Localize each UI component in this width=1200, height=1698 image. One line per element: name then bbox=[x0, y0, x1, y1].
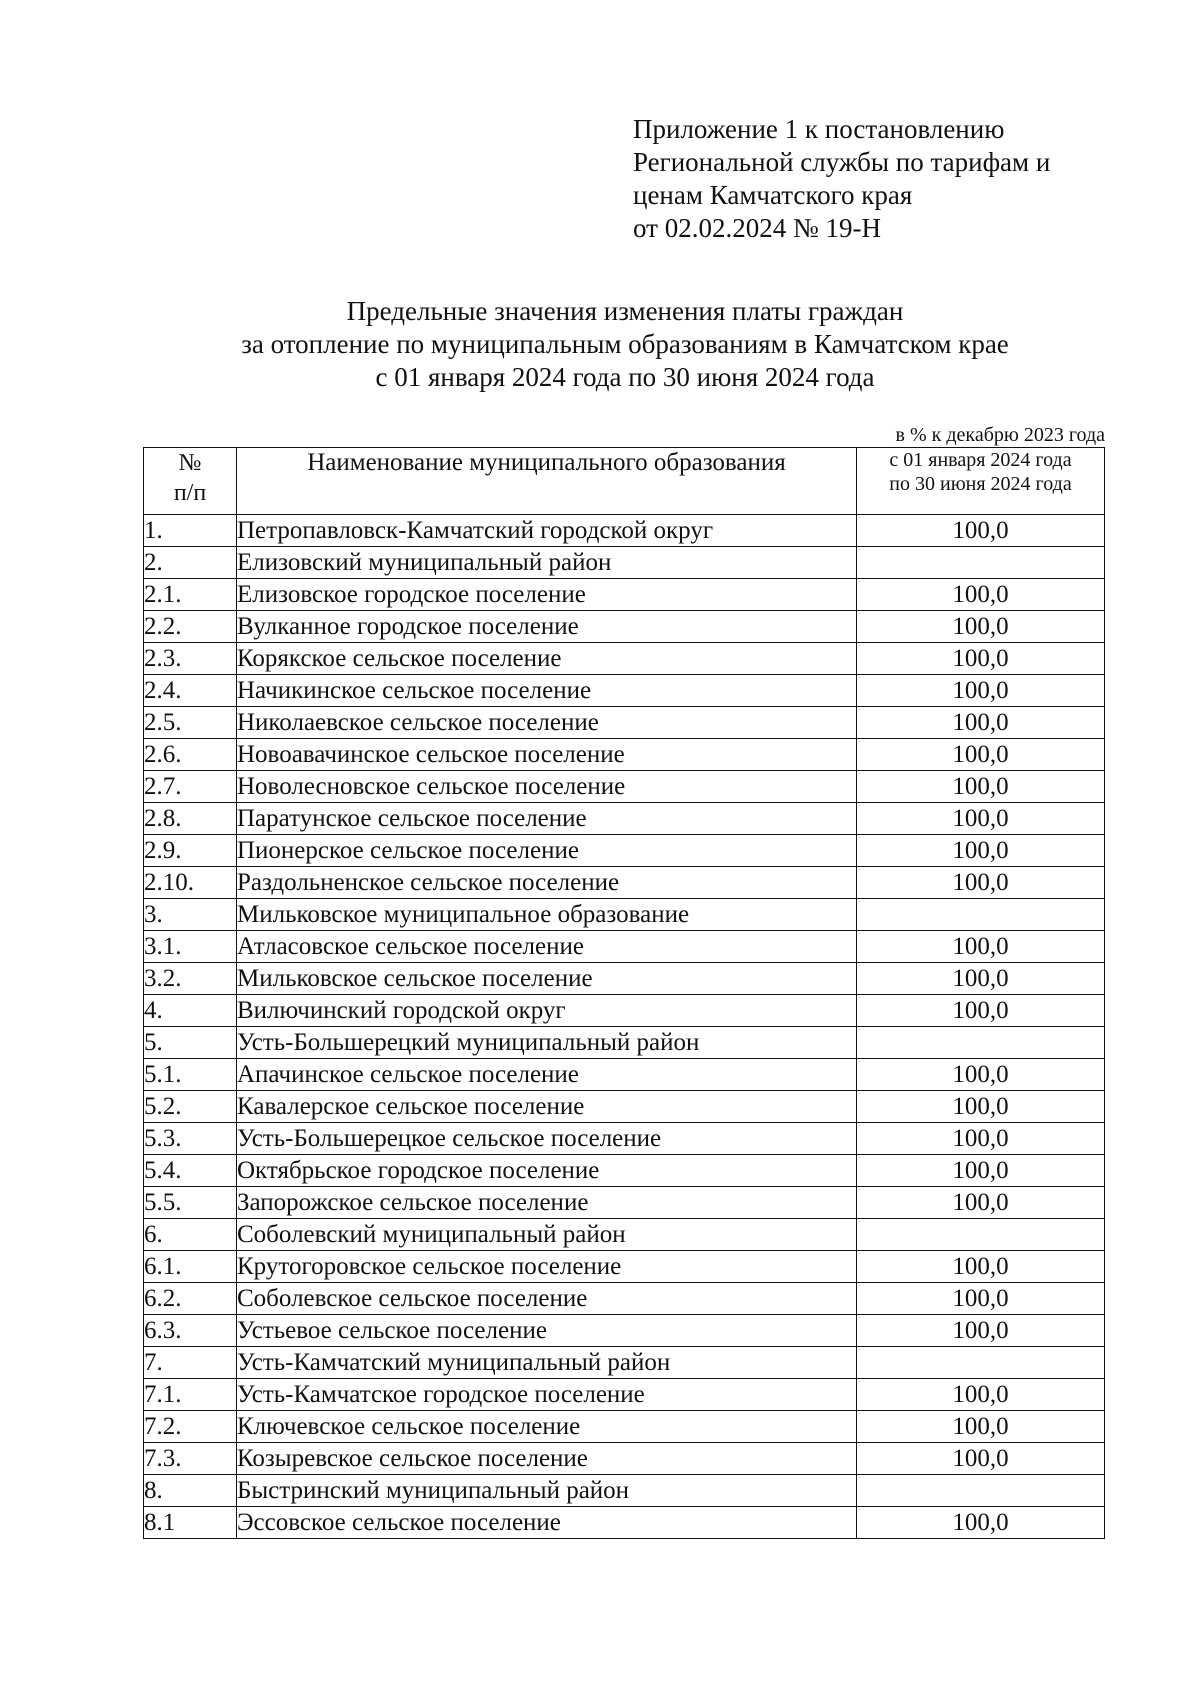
row-number: 5.2. bbox=[144, 1091, 237, 1123]
row-value: 100,0 bbox=[857, 1059, 1105, 1091]
row-value: 100,0 bbox=[857, 995, 1105, 1027]
header-period bbox=[857, 448, 1105, 515]
row-number: 5. bbox=[144, 1027, 237, 1059]
table-row bbox=[144, 707, 1105, 739]
row-municipality-name: Октябрьское городское поселение bbox=[237, 1155, 857, 1187]
row-number: 7. bbox=[144, 1347, 237, 1379]
title-line: Предельные значения изменения платы граждан bbox=[346, 296, 904, 326]
appendix-line: от 02.02.2024 № 19-Н bbox=[633, 213, 881, 243]
header-number-line: № bbox=[178, 450, 202, 476]
row-number: 3. bbox=[144, 899, 237, 931]
row-municipality-name: Запорожское сельское поселение bbox=[237, 1187, 857, 1219]
row-municipality-name: Усть-Большерецкое сельское поселение bbox=[237, 1123, 857, 1155]
table-header-row bbox=[144, 448, 1105, 515]
row-value: 100,0 bbox=[857, 579, 1105, 611]
row-value: 100,0 bbox=[857, 643, 1105, 675]
row-value: 100,0 bbox=[857, 835, 1105, 867]
row-value: 100,0 bbox=[857, 931, 1105, 963]
row-number: 7.1. bbox=[144, 1379, 237, 1411]
table-row bbox=[144, 899, 1105, 931]
row-number: 6.3. bbox=[144, 1315, 237, 1347]
row-number: 2.5. bbox=[144, 707, 237, 739]
row-value: 100,0 bbox=[857, 867, 1105, 899]
row-number: 5.1. bbox=[144, 1059, 237, 1091]
row-value: 100,0 bbox=[857, 771, 1105, 803]
table-row bbox=[144, 1187, 1105, 1219]
header-name: Наименование муниципального образования bbox=[237, 448, 857, 515]
table-row bbox=[144, 1219, 1105, 1251]
row-number: 8.1 bbox=[144, 1507, 237, 1539]
row-value bbox=[857, 899, 1105, 931]
row-number: 3.1. bbox=[144, 931, 237, 963]
table-row bbox=[144, 675, 1105, 707]
row-value: 100,0 bbox=[857, 1091, 1105, 1123]
row-municipality-name: Новолесновское сельское поселение bbox=[237, 771, 857, 803]
row-value: 100,0 bbox=[857, 611, 1105, 643]
table-row bbox=[144, 1475, 1105, 1507]
table-row bbox=[144, 1283, 1105, 1315]
table-row bbox=[144, 1155, 1105, 1187]
row-municipality-name: Кавалерское сельское поселение bbox=[237, 1091, 857, 1123]
row-number: 2.6. bbox=[144, 739, 237, 771]
row-value: 100,0 bbox=[857, 803, 1105, 835]
row-municipality-name: Раздольненское сельское поселение bbox=[237, 867, 857, 899]
appendix-line: Приложение 1 к постановлению bbox=[633, 114, 1005, 144]
tariff-table bbox=[143, 447, 1105, 1539]
row-value: 100,0 bbox=[857, 739, 1105, 771]
table-row bbox=[144, 1059, 1105, 1091]
table-row bbox=[144, 1315, 1105, 1347]
row-number: 6.2. bbox=[144, 1283, 237, 1315]
row-number: 2.7. bbox=[144, 771, 237, 803]
appendix-line: Региональной службы по тарифам и bbox=[633, 147, 1051, 177]
row-municipality-name: Быстринский муниципальный район bbox=[237, 1475, 857, 1507]
row-municipality-name: Николаевское сельское поселение bbox=[237, 707, 857, 739]
row-value: 100,0 bbox=[857, 1379, 1105, 1411]
row-value: 100,0 bbox=[857, 1251, 1105, 1283]
row-number: 4. bbox=[144, 995, 237, 1027]
title-line: с 01 января 2024 года по 30 июня 2024 года bbox=[375, 362, 875, 392]
row-municipality-name: Мильковское муниципальное образование bbox=[237, 899, 857, 931]
table-row bbox=[144, 995, 1105, 1027]
row-value: 100,0 bbox=[857, 1283, 1105, 1315]
row-municipality-name: Апачинское сельское поселение bbox=[237, 1059, 857, 1091]
row-number: 2.8. bbox=[144, 803, 237, 835]
row-number: 2.10. bbox=[144, 867, 237, 899]
row-value bbox=[857, 547, 1105, 579]
table-row bbox=[144, 1251, 1105, 1283]
row-municipality-name: Соболевский муниципальный район bbox=[237, 1219, 857, 1251]
table-row bbox=[144, 739, 1105, 771]
row-value: 100,0 bbox=[857, 1411, 1105, 1443]
row-municipality-name: Козыревское сельское поселение bbox=[237, 1443, 857, 1475]
table-row bbox=[144, 835, 1105, 867]
row-number: 2.4. bbox=[144, 675, 237, 707]
row-municipality-name: Усть-Камчатское городское поселение bbox=[237, 1379, 857, 1411]
row-municipality-name: Корякское сельское поселение bbox=[237, 643, 857, 675]
row-municipality-name: Атласовское сельское поселение bbox=[237, 931, 857, 963]
table-row bbox=[144, 867, 1105, 899]
title-line: за отопление по муниципальным образованиям в Камчатском крае bbox=[241, 329, 1009, 359]
row-municipality-name: Крутогоровское сельское поселение bbox=[237, 1251, 857, 1283]
row-value bbox=[857, 1027, 1105, 1059]
table-row bbox=[144, 1411, 1105, 1443]
row-number: 2.9. bbox=[144, 835, 237, 867]
row-value bbox=[857, 1219, 1105, 1251]
row-value: 100,0 bbox=[857, 1507, 1105, 1539]
row-municipality-name: Мильковское сельское поселение bbox=[237, 963, 857, 995]
row-number: 5.5. bbox=[144, 1187, 237, 1219]
table-row bbox=[144, 1379, 1105, 1411]
header-number bbox=[144, 448, 237, 515]
row-municipality-name: Вилючинский городской округ bbox=[237, 995, 857, 1027]
row-number: 6. bbox=[144, 1219, 237, 1251]
row-value: 100,0 bbox=[857, 1187, 1105, 1219]
row-value: 100,0 bbox=[857, 707, 1105, 739]
table-row bbox=[144, 1347, 1105, 1379]
table-row bbox=[144, 643, 1105, 675]
row-value: 100,0 bbox=[857, 1315, 1105, 1347]
row-number: 1. bbox=[144, 515, 237, 547]
table-row bbox=[144, 771, 1105, 803]
table-row bbox=[144, 1507, 1105, 1539]
row-municipality-name: Елизовский муниципальный район bbox=[237, 547, 857, 579]
row-value: 100,0 bbox=[857, 1155, 1105, 1187]
row-municipality-name: Новоавачинское сельское поселение bbox=[237, 739, 857, 771]
appendix-line: ценам Камчатского края bbox=[633, 180, 913, 210]
table-body bbox=[144, 515, 1105, 1539]
row-number: 2. bbox=[144, 547, 237, 579]
row-municipality-name: Эссовское сельское поселение bbox=[237, 1507, 857, 1539]
row-municipality-name: Усть-Большерецкий муниципальный район bbox=[237, 1027, 857, 1059]
table-row bbox=[144, 803, 1105, 835]
row-municipality-name: Елизовское городское поселение bbox=[237, 579, 857, 611]
row-value: 100,0 bbox=[857, 963, 1105, 995]
row-number: 5.4. bbox=[144, 1155, 237, 1187]
row-municipality-name: Паратунское сельское поселение bbox=[237, 803, 857, 835]
row-value: 100,0 bbox=[857, 1123, 1105, 1155]
row-value bbox=[857, 1347, 1105, 1379]
row-number: 5.3. bbox=[144, 1123, 237, 1155]
row-municipality-name: Петропавловск-Камчатский городской округ bbox=[237, 515, 857, 547]
row-number: 2.2. bbox=[144, 611, 237, 643]
row-number: 7.2. bbox=[144, 1411, 237, 1443]
table-row bbox=[144, 547, 1105, 579]
row-number: 2.3. bbox=[144, 643, 237, 675]
header-period-line: по 30 июня 2024 года bbox=[889, 473, 1072, 495]
row-number: 7.3. bbox=[144, 1443, 237, 1475]
table-row bbox=[144, 1091, 1105, 1123]
table-row bbox=[144, 1443, 1105, 1475]
unit-note: в % к декабрю 2023 года bbox=[895, 424, 1105, 446]
header-number-line: п/п bbox=[173, 480, 207, 506]
row-number: 6.1. bbox=[144, 1251, 237, 1283]
row-municipality-name: Вулканное городское поселение bbox=[237, 611, 857, 643]
row-municipality-name: Пионерское сельское поселение bbox=[237, 835, 857, 867]
row-municipality-name: Начикинское сельское поселение bbox=[237, 675, 857, 707]
row-municipality-name: Устьевое сельское поселение bbox=[237, 1315, 857, 1347]
row-municipality-name: Ключевское сельское поселение bbox=[237, 1411, 857, 1443]
table-row bbox=[144, 1123, 1105, 1155]
table-row bbox=[144, 963, 1105, 995]
table-row bbox=[144, 579, 1105, 611]
row-municipality-name: Соболевское сельское поселение bbox=[237, 1283, 857, 1315]
row-number: 8. bbox=[144, 1475, 237, 1507]
row-value: 100,0 bbox=[857, 515, 1105, 547]
appendix-header bbox=[633, 113, 1050, 245]
table-row bbox=[144, 611, 1105, 643]
table-row bbox=[144, 931, 1105, 963]
row-municipality-name: Усть-Камчатский муниципальный район bbox=[237, 1347, 857, 1379]
table-row bbox=[144, 1027, 1105, 1059]
row-number: 3.2. bbox=[144, 963, 237, 995]
row-value: 100,0 bbox=[857, 1443, 1105, 1475]
row-number: 2.1. bbox=[144, 579, 237, 611]
row-value bbox=[857, 1475, 1105, 1507]
header-period-line: с 01 января 2024 года bbox=[889, 449, 1072, 471]
row-value: 100,0 bbox=[857, 675, 1105, 707]
table-row bbox=[144, 515, 1105, 547]
document-title bbox=[140, 295, 1110, 394]
